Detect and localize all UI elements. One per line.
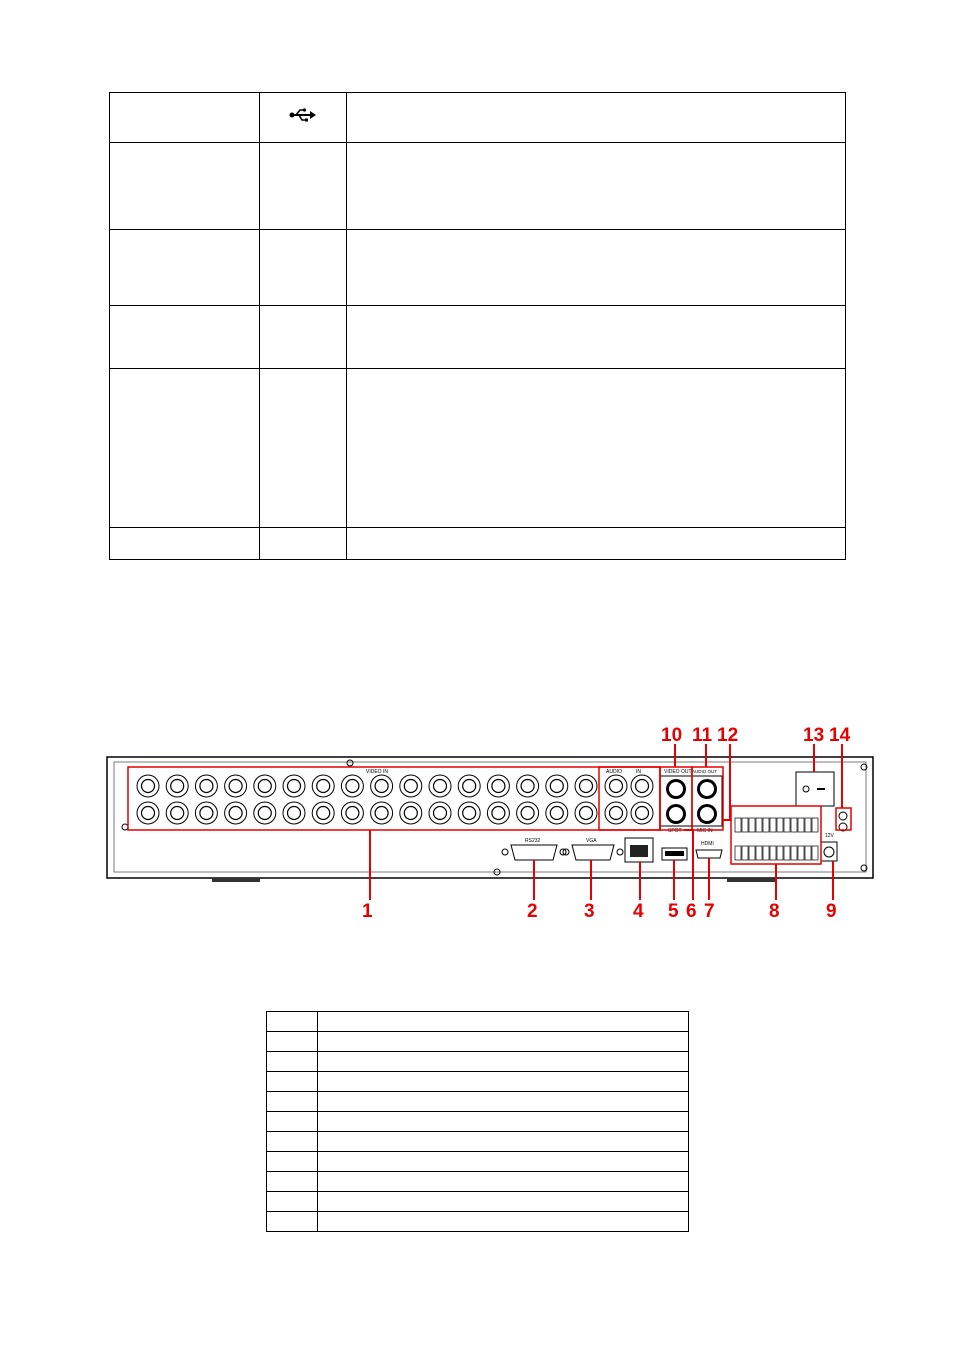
table-cell — [318, 1092, 689, 1112]
bnc-connector — [195, 775, 217, 797]
bnc-connector — [254, 775, 276, 797]
table-row — [267, 1152, 689, 1172]
table-cell — [267, 1032, 318, 1052]
table-row — [267, 1212, 689, 1232]
table-cell — [318, 1172, 689, 1192]
alarm-terminal — [812, 846, 818, 860]
table-row — [110, 230, 846, 306]
table-cell — [260, 369, 347, 528]
table-row — [110, 528, 846, 560]
alarm-terminal — [735, 846, 741, 860]
table-cell — [267, 1212, 318, 1232]
alarm-terminal — [798, 846, 804, 860]
table-row — [267, 1132, 689, 1152]
video-out-label: VIDEO OUT — [664, 769, 692, 775]
hdmi-label: HDMI — [701, 841, 714, 847]
bnc-connector — [312, 802, 334, 824]
bnc-connector — [341, 775, 363, 797]
bnc-connector — [166, 802, 188, 824]
bnc-connector — [458, 775, 480, 797]
table-cell — [267, 1052, 318, 1072]
bnc-connector — [283, 802, 305, 824]
table-cell — [347, 528, 846, 560]
bnc-connector — [605, 802, 627, 824]
bnc-connector — [546, 802, 568, 824]
table-cell — [110, 230, 260, 306]
alarm-terminal — [777, 818, 783, 832]
alarm-terminal — [763, 846, 769, 860]
callout-8: 8 — [769, 901, 780, 922]
table-cell — [260, 528, 347, 560]
bnc-connector — [225, 775, 247, 797]
bnc-connector — [546, 775, 568, 797]
bnc-connector — [517, 775, 539, 797]
bnc-connector — [166, 775, 188, 797]
alarm-terminal — [791, 846, 797, 860]
table-row — [110, 143, 846, 230]
table-cell — [318, 1132, 689, 1152]
audio-in-label: IN — [636, 769, 641, 775]
bnc-connector — [517, 802, 539, 824]
alarm-terminal — [756, 818, 762, 832]
table-row — [267, 1092, 689, 1112]
table-cell — [267, 1192, 318, 1212]
power-switch — [796, 772, 834, 806]
callout-6: 6 — [686, 901, 697, 922]
alarm-terminal — [735, 818, 741, 832]
network-port — [625, 838, 653, 862]
component-list-table — [266, 1011, 689, 1232]
table-cell — [267, 1152, 318, 1172]
table-cell — [347, 306, 846, 369]
alarm-terminal — [805, 818, 811, 832]
table-cell — [318, 1032, 689, 1052]
bnc-connector — [225, 802, 247, 824]
callout-3: 3 — [584, 901, 595, 922]
table-row — [267, 1172, 689, 1192]
av-out-block — [660, 776, 722, 826]
bnc-connector — [631, 775, 653, 797]
table-cell — [267, 1172, 318, 1192]
table-cell — [267, 1092, 318, 1112]
alarm-terminal — [770, 846, 776, 860]
alarm-terminal-block — [731, 806, 821, 864]
bnc-connector — [254, 802, 276, 824]
spot-label: SPOT — [668, 828, 682, 834]
table-cell — [110, 528, 260, 560]
table-cell — [267, 1012, 318, 1032]
callout-4: 4 — [633, 901, 644, 922]
table-cell — [260, 230, 347, 306]
table-cell — [260, 306, 347, 369]
table-cell — [267, 1072, 318, 1092]
bnc-connector — [371, 775, 393, 797]
bnc-connector — [137, 802, 159, 824]
alarm-terminal — [749, 818, 755, 832]
alarm-terminal — [791, 818, 797, 832]
bnc-connector — [429, 775, 451, 797]
table-cell — [318, 1212, 689, 1232]
callout-2: 2 — [527, 901, 538, 922]
video-in-label: VIDEO IN — [366, 769, 388, 775]
mic-in-label: MIC IN — [697, 828, 713, 834]
bnc-connector — [283, 775, 305, 797]
alarm-terminal — [749, 846, 755, 860]
table-cell — [347, 369, 846, 528]
usb-icon — [260, 93, 347, 143]
alarm-terminal — [798, 818, 804, 832]
bnc-connector — [458, 802, 480, 824]
bnc-connector — [487, 802, 509, 824]
audio-out-label: AUDIO OUT — [692, 769, 718, 774]
rs232-label: RS232 — [525, 838, 541, 844]
table-cell — [110, 93, 260, 143]
callout-11: 11 — [692, 725, 713, 746]
bnc-connector — [575, 775, 597, 797]
callout-14: 14 — [829, 725, 851, 746]
table-cell — [110, 143, 260, 230]
interface-table — [109, 92, 846, 560]
bnc-connector — [631, 802, 653, 824]
table-cell — [110, 369, 260, 528]
table-row — [267, 1192, 689, 1212]
callout-12: 12 — [717, 725, 739, 746]
rear-panel-diagram — [100, 718, 880, 938]
bnc-connector — [371, 802, 393, 824]
power-label: 12V — [825, 833, 834, 839]
bnc-connector — [341, 802, 363, 824]
table-cell — [318, 1192, 689, 1212]
table-cell — [318, 1012, 689, 1032]
bnc-connector — [400, 802, 422, 824]
alarm-terminal — [756, 846, 762, 860]
table-row — [110, 369, 846, 528]
table-cell — [260, 143, 347, 230]
table-row — [267, 1052, 689, 1072]
usb-port — [662, 848, 687, 860]
callout-7: 7 — [704, 901, 715, 922]
callout-9: 9 — [826, 901, 837, 922]
table-cell — [267, 1132, 318, 1152]
table-cell — [110, 306, 260, 369]
table-cell — [318, 1112, 689, 1132]
alarm-terminal — [777, 846, 783, 860]
bnc-connector — [195, 802, 217, 824]
alarm-terminal — [770, 818, 776, 832]
table-row — [267, 1032, 689, 1052]
table-row — [110, 93, 846, 143]
table-row — [267, 1012, 689, 1032]
alarm-terminal — [784, 846, 790, 860]
table-row — [110, 306, 846, 369]
alarm-terminal — [763, 818, 769, 832]
alarm-terminal — [742, 818, 748, 832]
alarm-terminal — [742, 846, 748, 860]
bnc-connector — [575, 802, 597, 824]
table-cell — [318, 1072, 689, 1092]
table-row — [267, 1072, 689, 1092]
bnc-connector — [312, 775, 334, 797]
bnc-connector — [605, 775, 627, 797]
audio-label: AUDIO — [606, 769, 622, 775]
callout-10: 10 — [661, 725, 683, 746]
table-row — [267, 1112, 689, 1132]
callout-1: 1 — [362, 901, 373, 922]
table-cell — [347, 93, 846, 143]
callout-5: 5 — [668, 901, 679, 922]
table-cell — [267, 1112, 318, 1132]
vga-label: VGA — [586, 838, 597, 844]
table-cell — [347, 143, 846, 230]
bnc-connector — [429, 802, 451, 824]
alarm-terminal — [812, 818, 818, 832]
bnc-connector — [400, 775, 422, 797]
table-cell — [318, 1152, 689, 1172]
alarm-terminal — [805, 846, 811, 860]
bnc-connector — [487, 775, 509, 797]
callout-13: 13 — [803, 725, 825, 746]
bnc-connector — [137, 775, 159, 797]
table-cell — [318, 1052, 689, 1072]
alarm-terminal — [784, 818, 790, 832]
table-cell — [347, 230, 846, 306]
